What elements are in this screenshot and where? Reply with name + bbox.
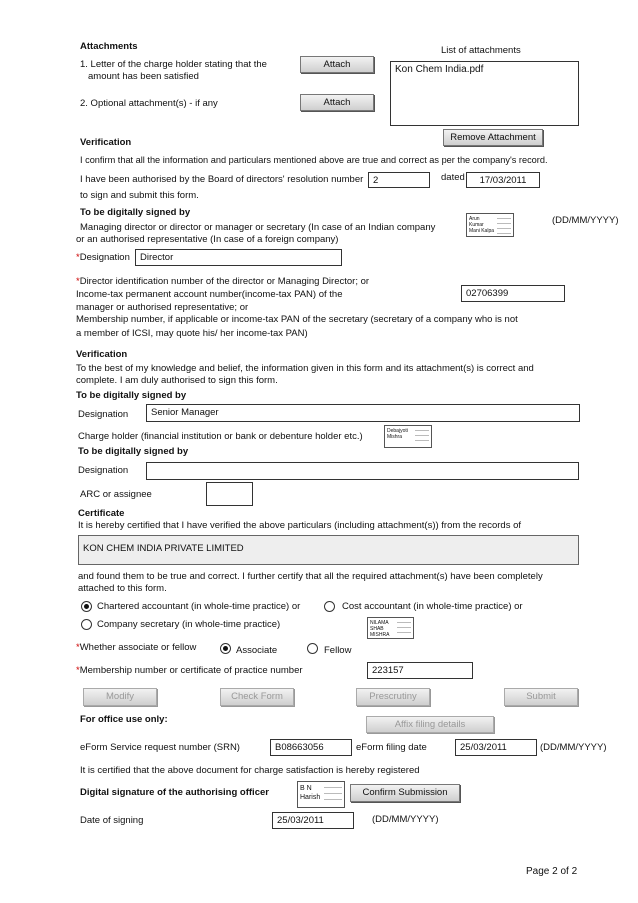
- signature-line: [415, 430, 429, 431]
- designation-label-2: Designation: [78, 409, 129, 420]
- designation-label-3: Designation: [78, 465, 129, 476]
- required-asterisk: *: [76, 642, 80, 653]
- din-label-line4: Membership number, if applicable or income-tax PAN of the secretary (secretary of a company who is not: [76, 314, 518, 325]
- digital-signature-3[interactable]: [367, 617, 414, 639]
- signed-by-heading-1: To be digitally signed by: [80, 207, 191, 218]
- signature-line: [324, 793, 342, 794]
- digital-signature-officer[interactable]: [297, 781, 345, 808]
- certificate-text-3: attached to this form.: [78, 583, 167, 594]
- officer-signature-label: Digital signature of the authorising officer: [80, 787, 269, 798]
- din-label-line5: a member of ICSI, may quote his/ her income-tax PAN): [76, 328, 308, 339]
- signature-line: [415, 440, 429, 441]
- list-of-attachments-label: List of attachments: [441, 45, 521, 56]
- office-use-heading: For office use only:: [80, 714, 168, 725]
- radio-associate[interactable]: [220, 643, 231, 654]
- charge-holder-text: Charge holder (financial institution or bank or debenture holder etc.): [78, 431, 363, 442]
- filing-date-format: (DD/MM/YYYY): [540, 742, 607, 753]
- din-label: [76, 276, 369, 287]
- attachment-1-label-cont: amount has been satisfied: [88, 71, 199, 82]
- verification-heading: Verification: [80, 137, 132, 148]
- membership-label: [76, 665, 303, 676]
- din-label-line2: Income-tax permanent account number(income-tax PAN) of the: [76, 289, 343, 300]
- din-label-line3: manager or authorised representative; or: [76, 302, 249, 313]
- signature-line: [497, 223, 511, 224]
- submit-button[interactable]: Submit: [504, 688, 578, 706]
- associate-label: Associate: [236, 645, 278, 656]
- designation-label-1: [76, 252, 130, 263]
- radio-cost-accountant[interactable]: [324, 601, 335, 612]
- signature-line: [397, 622, 411, 623]
- confirm-submission-button[interactable]: Confirm Submission: [350, 784, 460, 802]
- verification-2-text-cont: complete. I am duly authorised to sign this form.: [76, 375, 278, 386]
- srn-field[interactable]: B08663056: [270, 739, 352, 756]
- digital-signature-2[interactable]: [384, 425, 432, 448]
- attachment-list[interactable]: [390, 61, 579, 126]
- signature-line: [415, 435, 429, 436]
- prescrutiny-button[interactable]: Prescrutiny: [356, 688, 430, 706]
- designation-field-3[interactable]: [146, 462, 579, 480]
- signature-line: [397, 627, 411, 628]
- cost-accountant-label: Cost accountant (in whole-time practice) or: [342, 601, 523, 612]
- modify-button[interactable]: Modify: [83, 688, 157, 706]
- dated-label: dated: [441, 172, 465, 183]
- radio-company-secretary[interactable]: [81, 619, 92, 630]
- attachment-file[interactable]: Kon Chem India.pdf: [395, 64, 484, 75]
- company-name-field[interactable]: [78, 535, 579, 565]
- date-format-label: (DD/MM/YYYY): [552, 215, 619, 226]
- associate-fellow-label: [76, 642, 196, 653]
- certified-text: It is certified that the above document for charge satisfaction is hereby registered: [80, 765, 420, 776]
- attach-button-1[interactable]: Attach: [300, 56, 374, 73]
- date-of-signing-label: Date of signing: [80, 815, 144, 826]
- srn-label: eForm Service request number (SRN): [80, 742, 240, 753]
- signature-line: [497, 228, 511, 229]
- din-label-text: Director identification number of the director or Managing Director; or: [79, 276, 370, 287]
- verification-2-text: To the best of my knowledge and belief, the information given in this form and its attachment(s) is correct and: [76, 363, 534, 374]
- filing-date-field[interactable]: 25/03/2011: [455, 739, 537, 756]
- signature-line: [324, 787, 342, 788]
- membership-label-text: Membership number or certificate of practice number: [79, 665, 303, 676]
- page-number: Page 2 of 2: [526, 866, 578, 877]
- authorised-text: I have been authorised by the Board of directors' resolution number: [80, 174, 364, 185]
- submit-text: to sign and submit this form.: [80, 190, 199, 201]
- check-form-button[interactable]: Check Form: [220, 688, 294, 706]
- required-asterisk: *: [76, 276, 80, 287]
- required-asterisk: *: [76, 665, 80, 676]
- attachment-1-label: 1. Letter of the charge holder stating that the: [80, 59, 267, 70]
- company-secretary-label: Company secretary (in whole-time practice): [97, 619, 281, 630]
- confirm-text: I confirm that all the information and particulars mentioned above are true and correct as per the company's record.: [80, 155, 548, 165]
- attachments-heading: Attachments: [80, 41, 138, 52]
- affix-filing-details-button[interactable]: Affix filing details: [366, 716, 494, 733]
- signature-line: [397, 632, 411, 633]
- signature-name-2: Debajyoti Mishra: [387, 428, 408, 440]
- attach-button-2[interactable]: Attach: [300, 94, 374, 111]
- associate-fellow-text: Whether associate or fellow: [79, 642, 197, 653]
- resolution-date-field[interactable]: 17/03/2011: [466, 172, 540, 188]
- chartered-accountant-label: Chartered accountant (in whole-time practice) or: [97, 601, 301, 612]
- din-field[interactable]: 02706399: [461, 285, 565, 302]
- arc-field[interactable]: [206, 482, 253, 506]
- signed-by-heading-2: To be digitally signed by: [76, 390, 187, 401]
- designation-field-2[interactable]: Senior Manager: [146, 404, 580, 422]
- signed-by-heading-3: To be digitally signed by: [78, 446, 189, 457]
- radio-fellow[interactable]: [307, 643, 318, 654]
- signature-name-1: Arun Kumar Mani Kalpa: [469, 216, 495, 234]
- officer-signature-name: B N Harish: [300, 785, 321, 801]
- certificate-text-2: and found them to be true and correct. I further certify that all the required attachment(s) have been completely: [78, 571, 543, 582]
- verification-heading-2: Verification: [76, 349, 128, 360]
- membership-field[interactable]: 223157: [367, 662, 473, 679]
- certificate-text: It is hereby certified that I have verified the above particulars (including attachment(s)) from the records of: [78, 520, 522, 531]
- arc-label: ARC or assignee: [80, 489, 152, 500]
- signature-line: [497, 233, 511, 234]
- remove-attachment-button[interactable]: Remove Attachment: [443, 129, 543, 146]
- signature-name-3: NILAMA SHAB MISHRA: [370, 620, 390, 638]
- signature-line: [497, 218, 511, 219]
- resolution-number-field[interactable]: 2: [368, 172, 430, 188]
- date-of-signing-format: (DD/MM/YYYY): [372, 814, 439, 825]
- company-name: KON CHEM INDIA PRIVATE LIMITED: [83, 543, 244, 554]
- certificate-heading: Certificate: [78, 508, 125, 519]
- required-asterisk: *: [76, 252, 80, 263]
- attachment-2-label: 2. Optional attachment(s) - if any: [80, 98, 218, 109]
- digital-signature-1[interactable]: [466, 213, 514, 237]
- signature-line: [324, 799, 342, 800]
- fellow-label: Fellow: [324, 645, 352, 656]
- radio-chartered-accountant[interactable]: [81, 601, 92, 612]
- date-of-signing-field[interactable]: 25/03/2011: [272, 812, 354, 829]
- signer-description: Managing director or director or manager or secretary (In case of an Indian company: [80, 222, 436, 233]
- filing-date-label: eForm filing date: [356, 742, 427, 753]
- designation-label-text: Designation: [79, 252, 130, 263]
- signer-description-cont: or an authorised representative (In case of a foreign company): [76, 234, 339, 245]
- designation-field-1[interactable]: Director: [135, 249, 342, 266]
